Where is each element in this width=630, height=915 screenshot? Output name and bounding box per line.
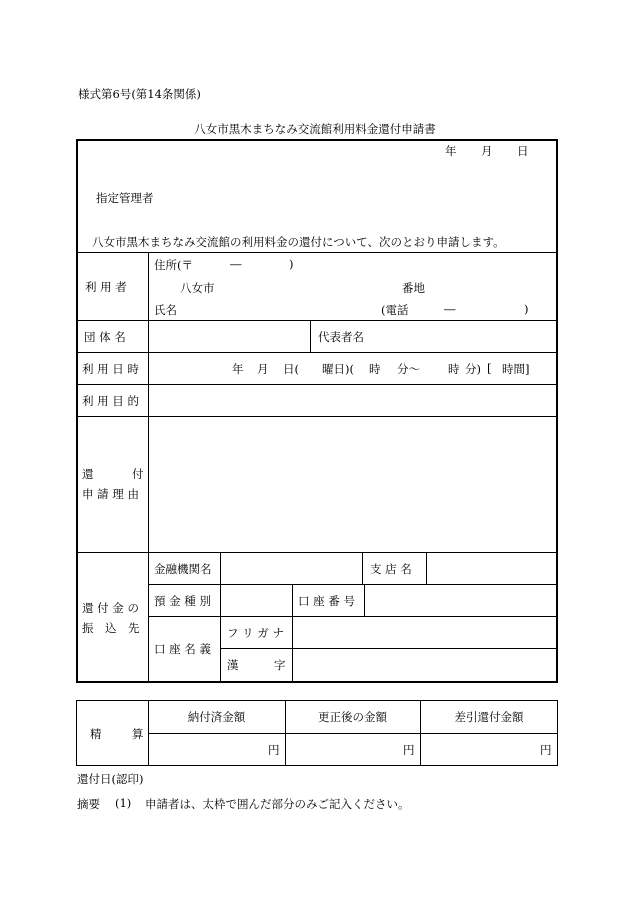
yen-unit: 円 bbox=[540, 743, 552, 757]
institution-label: 金融機関名 bbox=[154, 562, 212, 576]
phone-close: ) bbox=[524, 302, 529, 316]
account-name-label: 口 座 名 義 bbox=[154, 642, 211, 656]
summary-item-number: (1) bbox=[115, 796, 132, 810]
date-year: 年 bbox=[445, 144, 457, 158]
usage-minute-start: 分〜 bbox=[397, 362, 420, 376]
address-city: 八女市 bbox=[180, 281, 215, 295]
date-day: 日 bbox=[517, 144, 529, 158]
furigana-label: フ リ ガ ナ bbox=[227, 626, 284, 640]
yen-unit: 円 bbox=[268, 743, 280, 757]
form-number: 様式第6号(第14条関係) bbox=[78, 87, 201, 101]
column-divider bbox=[426, 552, 427, 584]
address-close: ) bbox=[289, 257, 294, 271]
address-label: 住所(〒 bbox=[154, 258, 193, 272]
usage-month: 月 bbox=[257, 362, 269, 376]
column-divider bbox=[292, 584, 293, 683]
refund-date-label: 還付日(認印) bbox=[77, 772, 144, 786]
usage-total-hours: 時間] bbox=[502, 362, 530, 376]
reason-label-line1: 還 bbox=[82, 467, 94, 481]
form-title: 八女市黒木まちなみ交流館利用料金還付申請書 bbox=[194, 122, 436, 136]
yen-unit: 円 bbox=[403, 743, 415, 757]
usage-hour-start: 時 bbox=[369, 362, 381, 376]
usage-weekday: 曜日)( bbox=[322, 362, 354, 376]
bank-label-line2: 振 込 先 bbox=[82, 621, 140, 635]
usage-minute-end: 分) bbox=[465, 362, 481, 376]
address-dash: ― bbox=[230, 257, 242, 271]
address-banchi: 番地 bbox=[402, 281, 425, 295]
usage-bracket-open: [ bbox=[487, 361, 492, 375]
reason-label-line2: 申 請 理 由 bbox=[82, 487, 139, 501]
user-label: 利 用 者 bbox=[85, 280, 127, 294]
column-divider bbox=[310, 320, 311, 352]
column-divider bbox=[364, 584, 365, 616]
usage-day: 日( bbox=[283, 362, 299, 376]
usage-hour-end: 時 bbox=[448, 362, 460, 376]
column-divider bbox=[362, 552, 363, 584]
representative-label: 代表者名 bbox=[318, 330, 364, 344]
paid-amount-header: 納付済金額 bbox=[187, 710, 246, 724]
refund-amount-header: 差引還付金額 bbox=[454, 710, 524, 724]
row-divider bbox=[148, 616, 558, 617]
kanji-label-2: 字 bbox=[274, 658, 286, 672]
usage-year: 年 bbox=[232, 362, 244, 376]
settlement-label-1: 精 bbox=[90, 727, 102, 741]
corrected-amount-header: 更正後の金額 bbox=[318, 710, 387, 724]
name-label: 氏名 bbox=[154, 303, 177, 317]
account-number-label: 口 座 番 号 bbox=[298, 594, 355, 608]
usage-purpose-label: 利 用 目 的 bbox=[82, 394, 139, 408]
deposit-type-label: 預 金 種 別 bbox=[154, 594, 211, 608]
settlement-label-2: 算 bbox=[132, 727, 144, 741]
kanji-label-1: 漢 bbox=[227, 658, 239, 672]
phone-label: (電話 bbox=[381, 303, 409, 317]
bank-label-line1: 還 付 金 の bbox=[82, 601, 139, 615]
row-divider bbox=[148, 584, 558, 585]
reason-label-line1b: 付 bbox=[132, 467, 144, 481]
summary-label: 摘要 bbox=[77, 797, 100, 811]
column-divider bbox=[148, 252, 149, 683]
column-divider bbox=[220, 552, 221, 683]
application-statement: 八女市黒木まちなみ交流館の利用料金の還付について、次のとおり申請します。 bbox=[92, 235, 505, 249]
date-month: 月 bbox=[481, 144, 493, 158]
phone-dash: ― bbox=[444, 302, 456, 316]
addressee: 指定管理者 bbox=[96, 191, 154, 205]
usage-datetime-label: 利 用 日 時 bbox=[82, 362, 139, 376]
summary-item-text: 申請者は、太枠で囲んだ部分のみご記入ください。 bbox=[145, 797, 410, 811]
group-name-label: 団 体 名 bbox=[84, 330, 126, 344]
row-divider bbox=[220, 648, 558, 649]
branch-label: 支 店 名 bbox=[370, 562, 412, 576]
row-divider bbox=[148, 733, 558, 734]
